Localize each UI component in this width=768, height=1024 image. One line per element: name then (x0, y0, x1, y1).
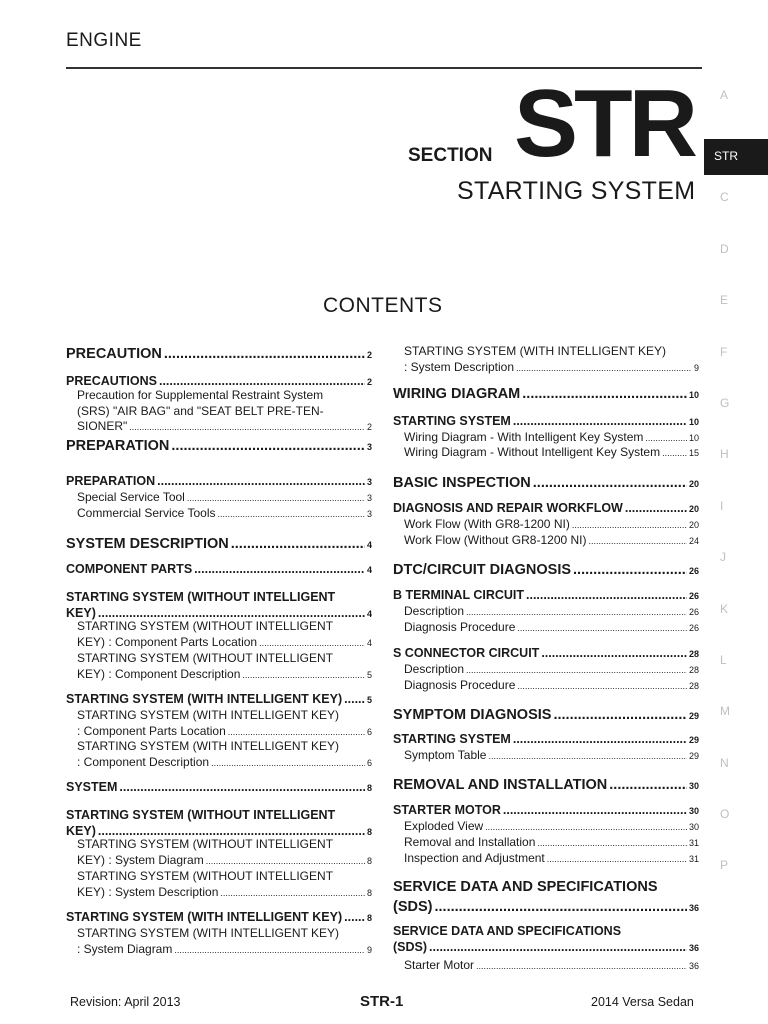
toc-entry[interactable] (66, 590, 372, 622)
section-tab-label: H (720, 447, 729, 462)
toc-entry-title: Commercial Service Tools (77, 506, 216, 520)
toc-leader-dots (466, 604, 687, 621)
toc-entry[interactable] (393, 445, 699, 462)
toc-entry[interactable] (66, 436, 372, 457)
section-tab-label: J (720, 550, 726, 565)
section-tab-e[interactable] (704, 287, 768, 338)
toc-page-number: 8 (366, 887, 372, 898)
section-code: STR (514, 70, 694, 177)
contents-title: CONTENTS (323, 294, 443, 317)
toc-entry-title: Diagnosis Procedure (404, 620, 516, 634)
toc-leader-dots (164, 344, 365, 364)
section-tab-l[interactable] (704, 647, 768, 698)
toc-leader-dots (259, 635, 365, 652)
toc-page-number: 15 (688, 448, 699, 458)
section-tab-j[interactable] (704, 544, 768, 595)
toc-entry[interactable] (66, 506, 372, 523)
toc-entry-line: STARTING SYSTEM (WITHOUT INTELLIGENT (77, 869, 334, 883)
toc-entry-line: STARTING SYSTEM (WITH INTELLIGENT KEY) (77, 926, 340, 940)
toc-entry-title: KEY) (66, 605, 96, 620)
toc-entry-line: STARTING SYSTEM (WITHOUT INTELLIGENT (77, 837, 334, 851)
toc-entry-title: Description (404, 604, 465, 618)
toc-leader-dots (589, 533, 687, 550)
toc-page-number: 2 (366, 377, 372, 387)
toc-leader-dots (488, 748, 687, 765)
toc-page-number: 24 (688, 536, 699, 546)
toc-entry[interactable] (66, 692, 372, 709)
toc-page-number: 9 (693, 362, 699, 373)
toc-entry[interactable] (66, 808, 372, 840)
toc-page-number: 8 (366, 826, 372, 837)
toc-page-number: 4 (366, 637, 372, 648)
toc-entry[interactable] (393, 344, 699, 376)
toc-leader-dots (206, 853, 365, 870)
footer-model: 2014 Versa Sedan (591, 995, 694, 1009)
toc-entry-title: DTC/CIRCUIT DIAGNOSIS (393, 562, 572, 578)
toc-entry[interactable] (66, 869, 372, 901)
toc-entry-title: PREPARATION (66, 474, 156, 488)
toc-page-number: 30 (688, 781, 699, 791)
toc-entry-line: STARTING SYSTEM (WITHOUT INTELLIGENT (66, 808, 336, 822)
toc-entry-title: Inspection and Adjustment (404, 851, 545, 865)
section-tab-h[interactable] (704, 441, 768, 492)
toc-entry-title: Diagnosis Procedure (404, 678, 516, 692)
engine-header: ENGINE (66, 30, 142, 51)
toc-entry-line: Precaution for Supplemental Restraint System (77, 388, 324, 402)
toc-entry[interactable] (393, 803, 699, 820)
toc-entry[interactable] (66, 562, 372, 579)
toc-leader-dots (526, 588, 687, 604)
toc-entry-title: KEY) (66, 823, 96, 838)
toc-page-number: 28 (688, 665, 699, 675)
toc-page-number: 20 (688, 504, 699, 514)
toc-page-number: 2 (366, 350, 372, 360)
toc-entry[interactable] (393, 517, 699, 534)
toc-leader-dots (609, 775, 687, 795)
toc-leader-dots (572, 517, 687, 534)
section-tab-d[interactable] (704, 236, 768, 287)
toc-entry[interactable] (66, 388, 372, 436)
toc-entry[interactable] (393, 705, 699, 726)
toc-entry[interactable] (393, 877, 699, 918)
toc-page-number: 26 (688, 566, 699, 576)
section-tabs (704, 82, 768, 904)
toc-entry[interactable] (393, 473, 699, 494)
toc-page-number: 3 (366, 442, 372, 452)
section-tab-label: M (720, 704, 730, 719)
toc-leader-dots (157, 474, 365, 490)
toc-page-number: 6 (366, 726, 372, 737)
toc-page-number: 10 (688, 417, 699, 427)
toc-entry-title: SYMPTOM DIAGNOSIS (393, 707, 552, 723)
toc-page-number: 3 (366, 477, 372, 487)
toc-entry-title: Work Flow (Without GR8-1200 NI) (404, 533, 587, 547)
toc-entry[interactable] (66, 926, 372, 958)
toc-entry-title: STARTING SYSTEM (WITH INTELLIGENT KEY) (66, 692, 343, 706)
toc-entry-title: REMOVAL AND INSTALLATION (393, 777, 608, 793)
toc-leader-dots (513, 414, 687, 430)
toc-leader-dots (662, 445, 687, 462)
toc-entry-title: KEY) : Component Description (77, 666, 241, 681)
toc-entry-title: Work Flow (With GR8-1200 NI) (404, 517, 570, 531)
toc-entry[interactable] (393, 414, 699, 431)
toc-entry-title: KEY) : System Description (77, 884, 219, 899)
toc-leader-dots (573, 560, 687, 580)
toc-leader-dots (344, 692, 365, 708)
toc-entry-title: KEY) : Component Parts Location (77, 634, 258, 649)
toc-entry-title: : Component Description (77, 754, 210, 769)
toc-entry[interactable] (393, 646, 699, 663)
toc-entry[interactable] (393, 588, 699, 605)
toc-page-number: 3 (366, 493, 372, 503)
toc-entry-title: Special Service Tool (77, 490, 185, 504)
toc-entry-title: SYSTEM DESCRIPTION (66, 536, 229, 552)
toc-entry-line: SERVICE DATA AND SPECIFICATIONS (393, 879, 658, 895)
toc-entry-line: (SRS) "AIR BAG" and "SEAT BELT PRE-TEN- (77, 403, 324, 418)
toc-entry-line: STARTING SYSTEM (WITH INTELLIGENT KEY) (77, 708, 340, 722)
toc-entry[interactable] (393, 748, 699, 765)
section-tab-p[interactable] (704, 852, 768, 903)
toc-page-number: 4 (366, 608, 372, 619)
section-tab-label: K (720, 601, 729, 616)
toc-page-number: 36 (688, 903, 699, 913)
toc-entry-title: : System Diagram (77, 941, 173, 956)
toc-entry[interactable] (393, 662, 699, 679)
toc-leader-dots (503, 803, 687, 819)
toc-leader-dots (533, 473, 687, 493)
toc-entry-title: DIAGNOSIS AND REPAIR WORKFLOW (393, 501, 623, 515)
footer-page-number: STR-1 (360, 993, 404, 1010)
section-tab-i[interactable] (704, 493, 768, 544)
toc-page-number: 29 (688, 711, 699, 721)
toc-leader-dots (476, 958, 687, 975)
toc-entry-title: Starter Motor (404, 958, 475, 972)
toc-leader-dots (231, 534, 365, 554)
toc-leader-dots (187, 490, 365, 507)
toc-page-number: 36 (688, 942, 699, 953)
toc-entry[interactable] (393, 851, 699, 868)
footer-revision: Revision: April 2013 (70, 995, 181, 1009)
toc-entry-title: KEY) : System Diagram (77, 852, 204, 867)
toc-page-number: 29 (688, 751, 699, 761)
toc-entry-title: Symptom Table (404, 748, 487, 762)
toc-page-number: 36 (688, 961, 699, 971)
toc-page-number: 4 (366, 540, 372, 550)
toc-page-number: 8 (366, 913, 372, 923)
header-rule (66, 67, 702, 69)
toc-entry-title: STARTING SYSTEM (393, 414, 511, 428)
toc-entry-title: B TERMINAL CIRCUIT (393, 588, 525, 602)
toc-leader-dots (344, 910, 365, 926)
toc-entry[interactable] (66, 739, 372, 771)
toc-page-number: 3 (366, 509, 372, 519)
toc-entry[interactable] (393, 775, 699, 796)
toc-entry-title: Removal and Installation (404, 835, 536, 849)
toc-leader-dots (466, 662, 687, 679)
toc-leader-dots (625, 501, 687, 517)
toc-entry-line: STARTING SYSTEM (WITHOUT INTELLIGENT (66, 590, 336, 604)
section-tab-label: I (720, 498, 724, 513)
toc-entry[interactable] (393, 678, 699, 695)
section-tab-label: C (720, 190, 729, 205)
section-tab-label: E (720, 293, 729, 308)
toc-leader-dots (218, 506, 365, 523)
toc-entry-title: (SDS) (393, 939, 428, 954)
toc-entry-title: : System Description (404, 359, 515, 374)
toc-entry-title: STARTER MOTOR (393, 803, 501, 817)
toc-entry[interactable] (393, 604, 699, 621)
toc-entry[interactable] (393, 924, 699, 956)
toc-entry-line: STARTING SYSTEM (WITH INTELLIGENT KEY) (404, 344, 667, 358)
toc-page-number: 20 (688, 479, 699, 489)
toc-entry[interactable] (393, 384, 699, 405)
toc-page-number: 4 (366, 565, 372, 575)
section-tab-m[interactable] (704, 698, 768, 749)
section-tab-label: P (720, 858, 729, 873)
toc-leader-dots (174, 942, 365, 959)
toc-entry-title: S CONNECTOR CIRCUIT (393, 646, 540, 660)
section-tab-label: N (720, 755, 729, 770)
section-tab-g[interactable] (704, 390, 768, 441)
toc-page-number: 5 (366, 669, 372, 680)
toc-entry[interactable] (66, 490, 372, 507)
toc-entry-title: PREPARATION (66, 438, 170, 454)
toc-entry-line: STARTING SYSTEM (WITH INTELLIGENT KEY) (77, 739, 340, 753)
toc-page-number: 31 (688, 838, 699, 848)
toc-page-number: 10 (688, 433, 699, 443)
toc-leader-dots (434, 897, 687, 917)
toc-entry[interactable] (66, 651, 372, 683)
toc-page-number: 8 (366, 783, 372, 793)
toc-entry[interactable] (393, 819, 699, 836)
toc-entry[interactable] (66, 474, 372, 491)
toc-leader-dots (547, 851, 687, 868)
toc-entry[interactable] (393, 732, 699, 749)
toc-leader-dots (517, 620, 687, 637)
toc-leader-dots (541, 646, 687, 662)
toc-leader-dots (537, 835, 687, 852)
toc-entry-line: STARTING SYSTEM (WITHOUT INTELLIGENT (77, 619, 334, 633)
toc-entry-title: SIONER" (77, 419, 128, 433)
toc-page-number: 29 (688, 735, 699, 745)
toc-leader-dots (228, 724, 365, 741)
toc-entry-title: PRECAUTION (66, 346, 162, 362)
toc-entry[interactable] (393, 620, 699, 637)
toc-leader-dots (211, 755, 365, 772)
section-tab-k[interactable] (704, 596, 768, 647)
toc-leader-dots (429, 940, 687, 956)
section-tab-label: G (720, 395, 730, 410)
toc-entry-title: PRECAUTIONS (66, 374, 157, 388)
section-tab-c[interactable] (704, 184, 768, 235)
toc-entry[interactable] (393, 501, 699, 518)
section-tab-label: O (720, 807, 730, 822)
toc-leader-dots (119, 780, 365, 796)
toc-entry[interactable] (66, 619, 372, 651)
toc-page-number: 30 (688, 806, 699, 816)
section-tab-label: D (720, 241, 729, 256)
toc-page-number: 26 (688, 623, 699, 633)
toc-page-number: 20 (688, 520, 699, 530)
toc-entry-title: STARTING SYSTEM (WITH INTELLIGENT KEY) (66, 910, 343, 924)
toc-leader-dots (516, 360, 692, 377)
section-tab-o[interactable] (704, 801, 768, 852)
toc-page-number: 2 (366, 422, 372, 432)
section-tab-label: L (720, 652, 727, 667)
toc-page-number: 6 (366, 757, 372, 768)
toc-page-number: 31 (688, 854, 699, 864)
toc-entry-line: SERVICE DATA AND SPECIFICATIONS (393, 924, 622, 938)
section-tab-a[interactable] (704, 82, 768, 133)
toc-entry-title: BASIC INSPECTION (393, 475, 531, 491)
toc-entry[interactable] (393, 533, 699, 550)
toc-entry-title: STARTING SYSTEM (393, 732, 511, 746)
toc-entry[interactable] (66, 708, 372, 740)
toc-leader-dots (522, 384, 687, 404)
toc-entry[interactable] (66, 344, 372, 365)
toc-entry-title: : Component Parts Location (77, 723, 226, 738)
toc-entry-title: Wiring Diagram - With Intelligent Key System (404, 430, 644, 444)
toc-page-number: 26 (688, 607, 699, 617)
toc-entry-title: Wiring Diagram - Without Intelligent Key System (404, 445, 661, 459)
toc-leader-dots (553, 705, 687, 725)
toc-leader-dots (220, 885, 365, 902)
toc-entry-title: Exploded View (404, 819, 484, 833)
toc-page-number: 30 (688, 822, 699, 832)
toc-entry[interactable] (66, 534, 372, 555)
toc-entry[interactable] (66, 780, 372, 797)
toc-leader-dots (517, 678, 687, 695)
toc-page-number: 28 (688, 681, 699, 691)
toc-page-number: 5 (366, 695, 372, 705)
section-tab-f[interactable] (704, 339, 768, 390)
toc-entry-title: SYSTEM (66, 780, 118, 794)
toc-entry[interactable] (66, 910, 372, 927)
toc-leader-dots (171, 436, 365, 456)
toc-entry-title: COMPONENT PARTS (66, 562, 193, 576)
toc-leader-dots (242, 667, 365, 684)
toc-leader-dots (194, 562, 365, 578)
toc-entry-title: (SDS) (393, 899, 433, 915)
section-tab-str[interactable] (704, 139, 768, 175)
section-label: SECTION (408, 145, 493, 166)
toc-entry[interactable] (393, 958, 699, 975)
toc-leader-dots (129, 419, 365, 436)
section-subtitle: STARTING SYSTEM (457, 177, 696, 205)
toc-entry[interactable] (66, 837, 372, 869)
toc-page-number: 10 (688, 390, 699, 400)
toc-page-number: 8 (366, 855, 372, 866)
section-tab-label: F (720, 344, 728, 359)
toc-entry[interactable] (393, 835, 699, 852)
toc-leader-dots (513, 732, 687, 748)
toc-page-number: 26 (688, 591, 699, 601)
toc-entry-title: WIRING DIAGRAM (393, 386, 521, 402)
toc-page-number: 28 (688, 649, 699, 659)
toc-entry[interactable] (393, 560, 699, 581)
section-tab-label: A (720, 88, 729, 102)
section-tab-label: STR (714, 149, 738, 164)
section-tab-n[interactable] (704, 750, 768, 801)
toc-leader-dots (485, 819, 687, 836)
toc-entry-line: STARTING SYSTEM (WITHOUT INTELLIGENT (77, 651, 334, 665)
toc-entry-title: Description (404, 662, 465, 676)
toc-page-number: 9 (366, 944, 372, 955)
